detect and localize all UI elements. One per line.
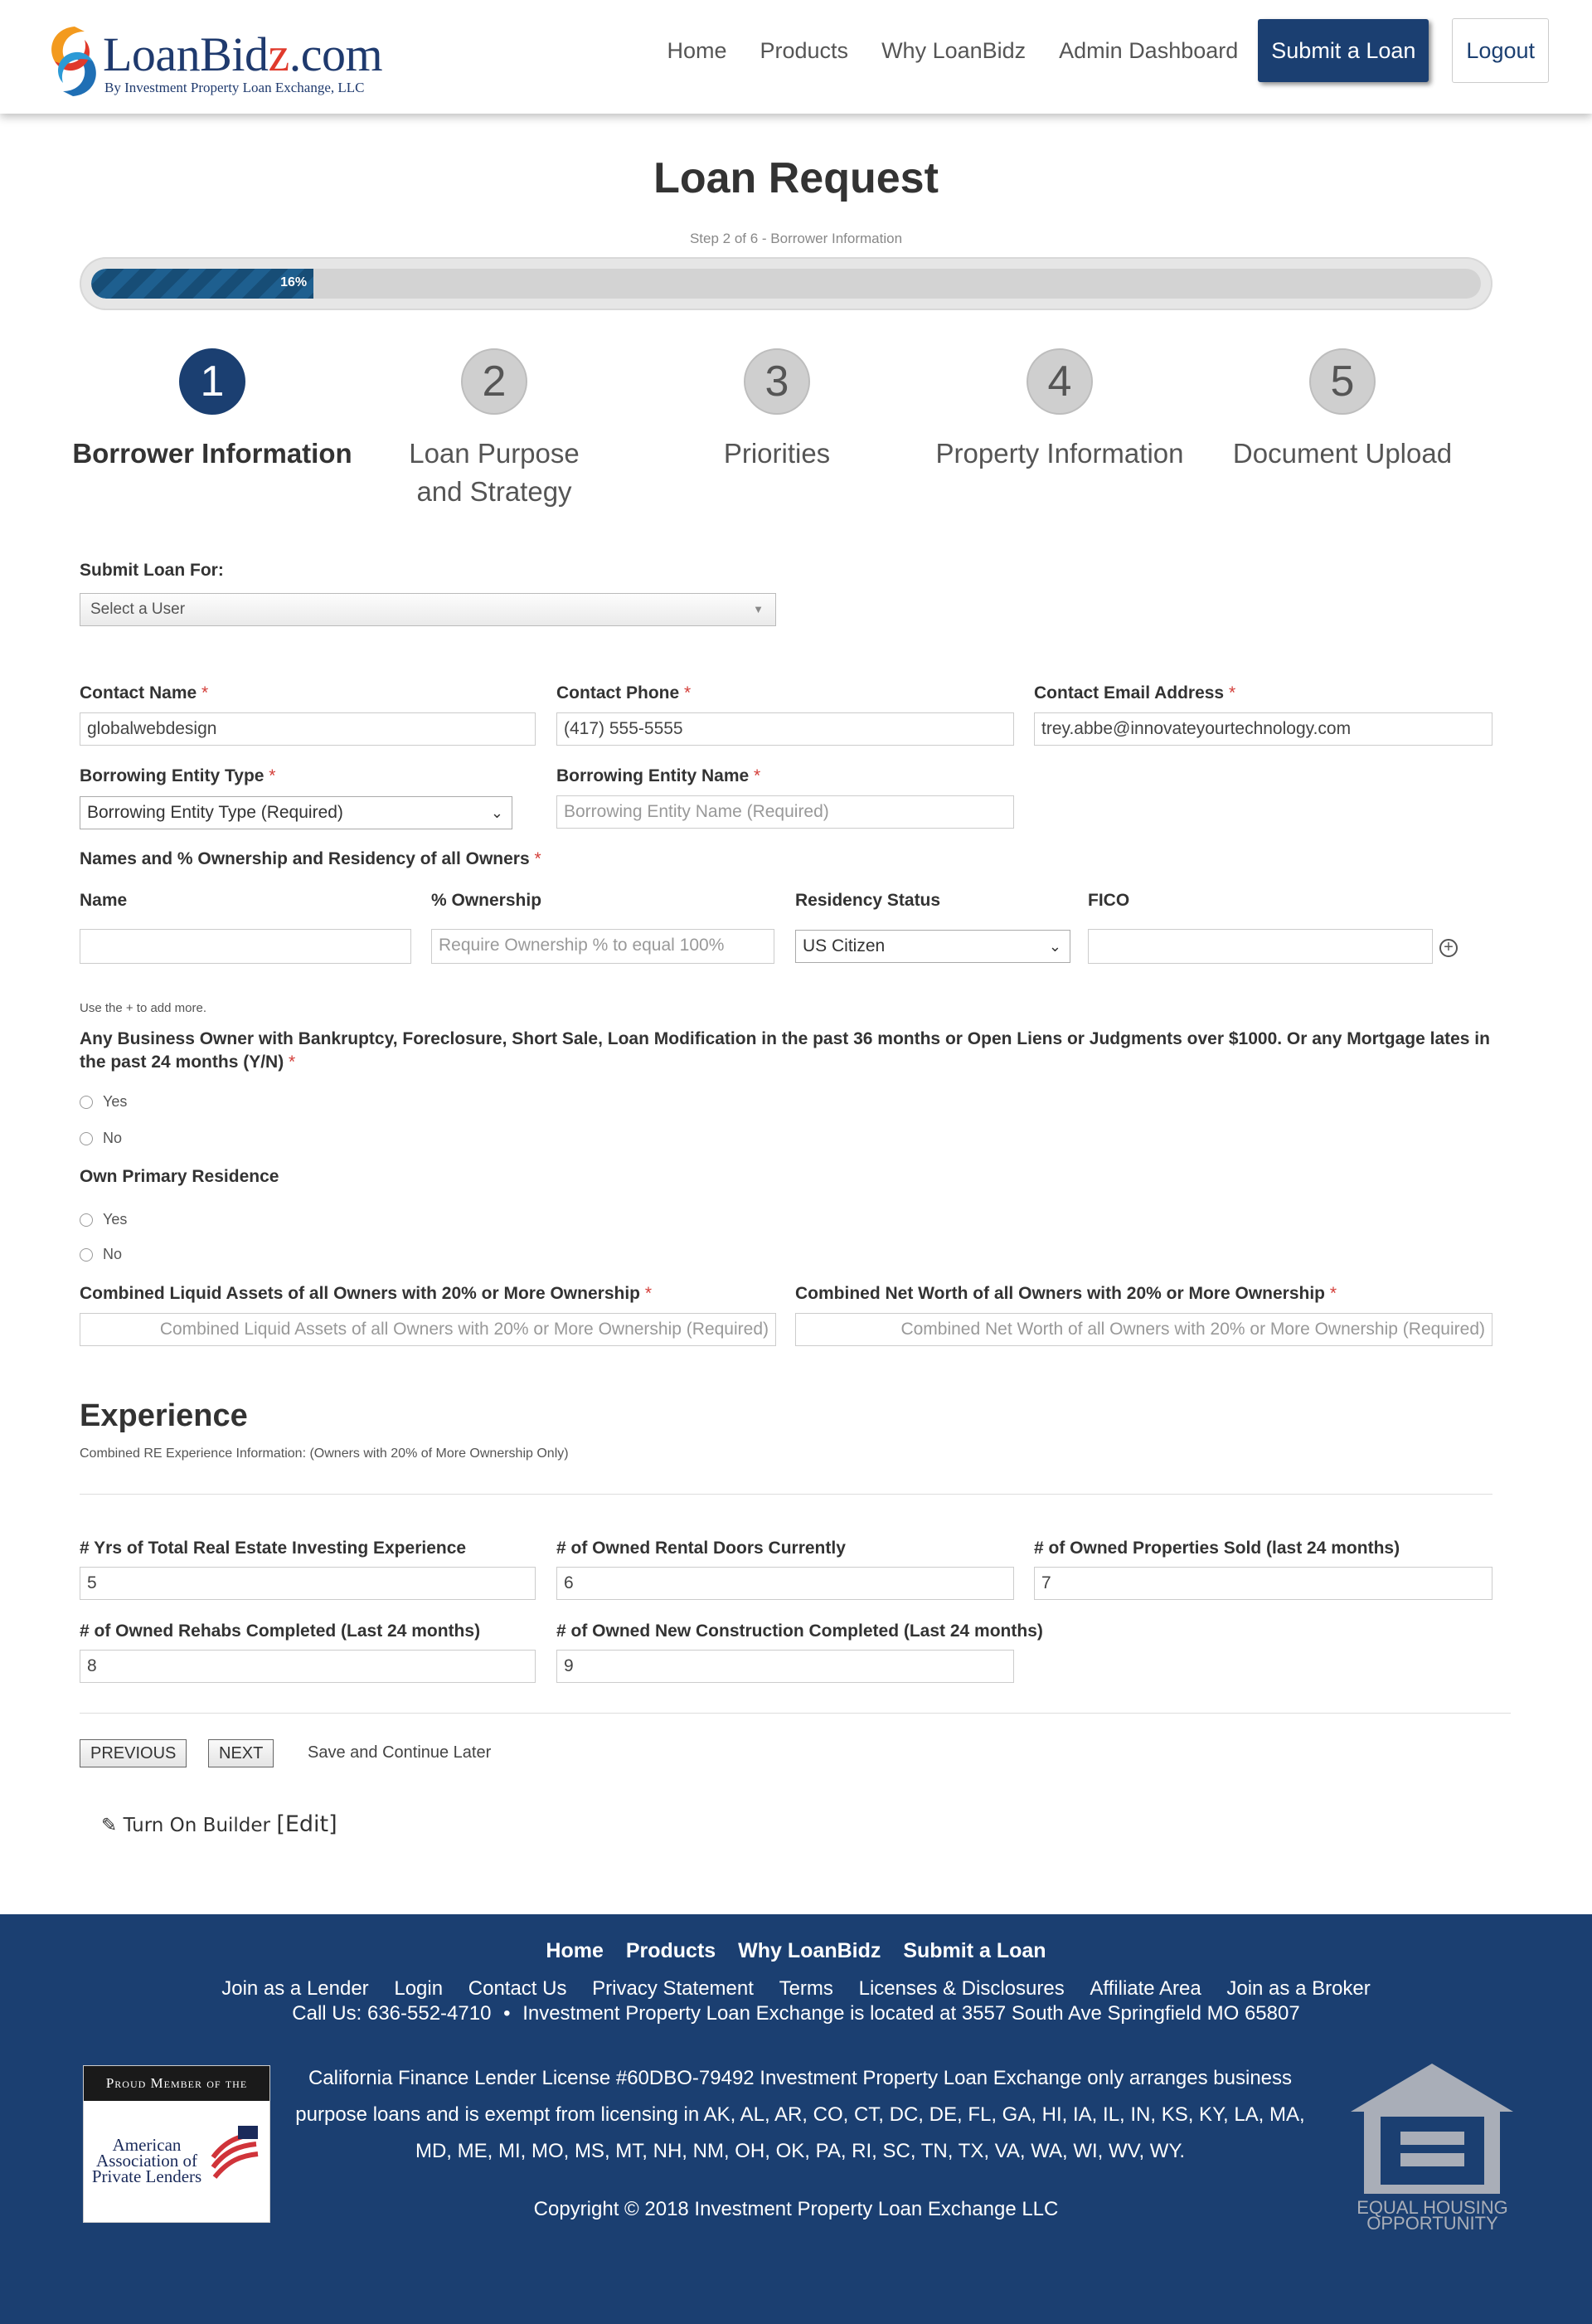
step-priorities[interactable] — [636, 348, 918, 473]
contact-name-input[interactable]: globalwebdesign — [80, 712, 536, 746]
entity-name-label: Borrowing Entity Name * — [556, 766, 761, 785]
years-experience-label: # Yrs of Total Real Estate Investing Experience — [80, 1539, 467, 1558]
contact-phone-input[interactable]: (417) 555-5555 — [556, 712, 1014, 746]
footer-link-join-lender[interactable]: Join as a Lender — [221, 1977, 369, 2000]
step-caption: Step 2 of 6 - Borrower Information — [689, 231, 903, 246]
footer-copyright: Copyright © 2018 Investment Property Loan Exchange LLC — [533, 2198, 1059, 2220]
equal-housing-text: EQUAL HOUSING OPPORTUNITY — [1357, 2197, 1508, 2234]
contact-phone-label: Contact Phone * — [556, 683, 692, 703]
rental-doors-input[interactable]: 6 — [556, 1567, 1014, 1600]
step-property-information[interactable] — [919, 348, 1201, 473]
bullet-separator: • — [503, 2002, 511, 2025]
aapl-badge-name: American Association of Private Lenders — [91, 2135, 202, 2186]
main-nav — [633, 18, 1549, 83]
footer-link-terms[interactable]: Terms — [779, 1977, 833, 2000]
select-user-value: Select a User — [90, 600, 186, 618]
bankruptcy-question: Any Business Owner with Bankruptcy, Foreclosure, Short Sale, Loan Modification in the past 36 months or Open Liens or Judgments over $1000. Or any Mortgage lates in the past 24 months (Y/N) * — [80, 1029, 1490, 1072]
primary-residence-yes-radio[interactable]: Yes — [80, 1211, 127, 1228]
residency-status-value: US Citizen — [803, 936, 886, 955]
loanbidz-logo[interactable] — [43, 22, 425, 100]
progress-bar — [80, 257, 1492, 310]
required-asterisk: * — [1228, 683, 1236, 703]
required-asterisk: * — [289, 1053, 296, 1072]
radio-circle — [80, 1132, 93, 1145]
required-asterisk: * — [1329, 1284, 1337, 1303]
liquid-assets-label: Combined Liquid Assets of all Owners with 20% or More Ownership * — [80, 1284, 653, 1303]
chevron-down-icon: ⌄ — [1048, 938, 1061, 955]
footer-nav-home[interactable]: Home — [546, 1939, 604, 1962]
owner-ownership-input[interactable]: Require Ownership % to equal 100% — [431, 929, 774, 964]
fico-input[interactable] — [1088, 929, 1433, 964]
footer-links — [0, 1977, 1592, 2001]
footer-phone: Call Us: 636-552-4710 — [292, 2002, 492, 2025]
bankruptcy-yes-radio[interactable]: Yes — [80, 1093, 127, 1111]
radio-circle — [80, 1248, 93, 1262]
footer-link-contact[interactable]: Contact Us — [468, 1977, 567, 2000]
footer-contact-line — [0, 2002, 1592, 2025]
net-worth-input[interactable]: Combined Net Worth of all Owners with 20% or More Ownership (Required) — [795, 1313, 1492, 1346]
aapl-badge-top: Proud Member of the — [84, 2066, 269, 2101]
footer-nav-why-loanbidz[interactable]: Why LoanBidz — [738, 1939, 881, 1962]
radio-circle — [80, 1096, 93, 1109]
step-number: 2 — [461, 348, 527, 415]
new-construction-input[interactable]: 9 — [556, 1650, 1014, 1683]
step-label: Document Upload — [1232, 438, 1453, 469]
step-number: 4 — [1027, 348, 1093, 415]
owners-col-ownership: % Ownership — [431, 891, 542, 910]
progress-track — [91, 269, 1481, 299]
required-asterisk: * — [534, 849, 541, 868]
step-label: Borrower Information — [72, 438, 352, 469]
step-number: 3 — [744, 348, 810, 415]
owners-col-residency: Residency Status — [795, 891, 941, 910]
footer-license-text: California Finance Lender License #60DBO-79492 Investment Property Loan Exchange only arranges business purpose loans and is exempt from licensing in AK, AL, AR, CO, CT, DC, DE, FL, GA, HI, IA, IL, IN, KS, KY, LA, MA, MD, ME, MI, MO, MS, MT, NH, NM, OH, OK, PA, RI, SC, TN, TX, VA, WA, WI, WV, WY. — [295, 2067, 1305, 2162]
submit-loan-button[interactable]: Submit a Loan — [1258, 19, 1429, 82]
turn-on-builder-link[interactable] — [101, 1811, 337, 1837]
equal-housing-house-icon — [1347, 2057, 1517, 2198]
experience-heading: Experience — [80, 1398, 248, 1433]
footer-link-licenses[interactable]: Licenses & Disclosures — [858, 1977, 1065, 2000]
new-construction-label: # of Owned New Construction Completed (Last 24 months) — [556, 1621, 1043, 1641]
footer-nav — [0, 1939, 1592, 1963]
page-title: Loan Request — [653, 154, 939, 202]
step-label: Property Information — [935, 438, 1184, 469]
submit-for-label: Submit Loan For: — [80, 561, 224, 580]
entity-type-value: Borrowing Entity Type (Required) — [87, 803, 343, 822]
flag-stripes-icon — [205, 2124, 263, 2182]
previous-button[interactable]: PREVIOUS — [80, 1739, 187, 1767]
entity-name-input[interactable]: Borrowing Entity Name (Required) — [556, 795, 1014, 829]
logo-wordmark: LoanBidz.com — [103, 27, 383, 81]
next-button[interactable]: NEXT — [208, 1739, 274, 1767]
required-asterisk: * — [684, 683, 692, 703]
save-continue-later-link[interactable]: Save and Continue Later — [308, 1743, 492, 1762]
section-divider — [80, 1713, 1511, 1714]
nav-products[interactable]: Products — [760, 37, 849, 63]
progress-fill — [91, 269, 313, 299]
properties-sold-input[interactable]: 7 — [1034, 1567, 1492, 1600]
entity-type-label: Borrowing Entity Type * — [80, 766, 276, 785]
chevron-down-icon: ⌄ — [490, 805, 503, 821]
required-asterisk: * — [201, 683, 209, 703]
section-divider — [80, 1494, 1492, 1495]
step-document-upload[interactable] — [1201, 348, 1483, 473]
contact-email-label: Contact Email Address * — [1034, 683, 1236, 703]
nav-admin-dashboard[interactable]: Admin Dashboard — [1059, 37, 1239, 63]
nav-why-loanbidz[interactable]: Why LoanBidz — [881, 37, 1027, 63]
primary-residence-no-radio[interactable]: No — [80, 1246, 122, 1263]
footer-link-privacy[interactable]: Privacy Statement — [592, 1977, 754, 2000]
equal-housing-logo — [1347, 2057, 1517, 2239]
contact-name-label: Contact Name * — [80, 683, 209, 703]
rental-doors-label: # of Owned Rental Doors Currently — [556, 1539, 846, 1558]
step-borrower-information[interactable] — [71, 348, 353, 473]
footer-nav-submit-loan[interactable]: Submit a Loan — [903, 1939, 1046, 1962]
residency-status-select[interactable] — [795, 930, 1070, 963]
add-owner-plus-icon[interactable]: + — [1439, 939, 1458, 957]
footer-link-login[interactable]: Login — [394, 1977, 444, 2000]
logout-button[interactable]: Logout — [1452, 18, 1549, 83]
primary-residence-label: Own Primary Residence — [80, 1167, 279, 1186]
step-label: Loan Purpose and Strategy — [409, 438, 580, 507]
rehabs-input[interactable]: 8 — [80, 1650, 536, 1683]
nav-home[interactable]: Home — [667, 37, 727, 63]
progress-label: 16% — [280, 275, 308, 289]
caret-down-icon: ▼ — [753, 603, 764, 615]
radio-circle — [80, 1213, 93, 1227]
required-asterisk: * — [644, 1284, 653, 1303]
liquid-assets-input[interactable]: Combined Liquid Assets of all Owners with 20% or More Ownership (Required) — [80, 1313, 776, 1346]
step-number: 5 — [1309, 348, 1376, 415]
properties-sold-label: # of Owned Properties Sold (last 24 months) — [1034, 1539, 1400, 1558]
net-worth-label: Combined Net Worth of all Owners with 20% or More Ownership * — [795, 1284, 1337, 1303]
edit-link[interactable]: [Edit] — [276, 1811, 337, 1837]
step-label: Priorities — [723, 438, 831, 469]
add-more-hint: Use the + to add more. — [80, 1001, 207, 1015]
required-asterisk: * — [754, 766, 761, 785]
rehabs-label: # of Owned Rehabs Completed (Last 24 months) — [80, 1621, 481, 1641]
site-header — [0, 0, 1592, 114]
owner-name-input[interactable] — [80, 929, 411, 964]
experience-subheading: Combined RE Experience Information: (Owners with 20% of More Ownership Only) — [80, 1446, 569, 1461]
step-indicator — [71, 348, 1506, 514]
pencil-icon: ✎ — [101, 1815, 118, 1836]
entity-type-select[interactable] — [80, 796, 512, 829]
years-experience-input[interactable]: 5 — [80, 1567, 536, 1600]
step-number: 1 — [179, 348, 245, 415]
logo-subtitle: By Investment Property Loan Exchange, LLC — [104, 80, 365, 95]
bankruptcy-no-radio[interactable]: No — [80, 1130, 122, 1147]
owners-col-fico: FICO — [1088, 891, 1130, 910]
logo-swirl-icon — [43, 22, 103, 100]
select-user-dropdown[interactable] — [80, 593, 776, 626]
footer-link-affiliate[interactable]: Affiliate Area — [1090, 1977, 1201, 2000]
builder-label: Turn On Builder — [123, 1815, 271, 1836]
footer-nav-products[interactable]: Products — [625, 1939, 716, 1962]
footer-address: Investment Property Loan Exchange is located at 3557 South Ave Springfield MO 65807 — [522, 2002, 1300, 2025]
footer-link-join-broker[interactable]: Join as a Broker — [1226, 1977, 1371, 2000]
owners-col-name: Name — [80, 891, 128, 910]
required-asterisk: * — [269, 766, 276, 785]
owners-label: Names and % Ownership and Residency of all Owners * — [80, 849, 541, 868]
step-loan-purpose[interactable] — [353, 348, 635, 511]
contact-email-input[interactable]: trey.abbe@innovateyourtechnology.com — [1034, 712, 1492, 746]
